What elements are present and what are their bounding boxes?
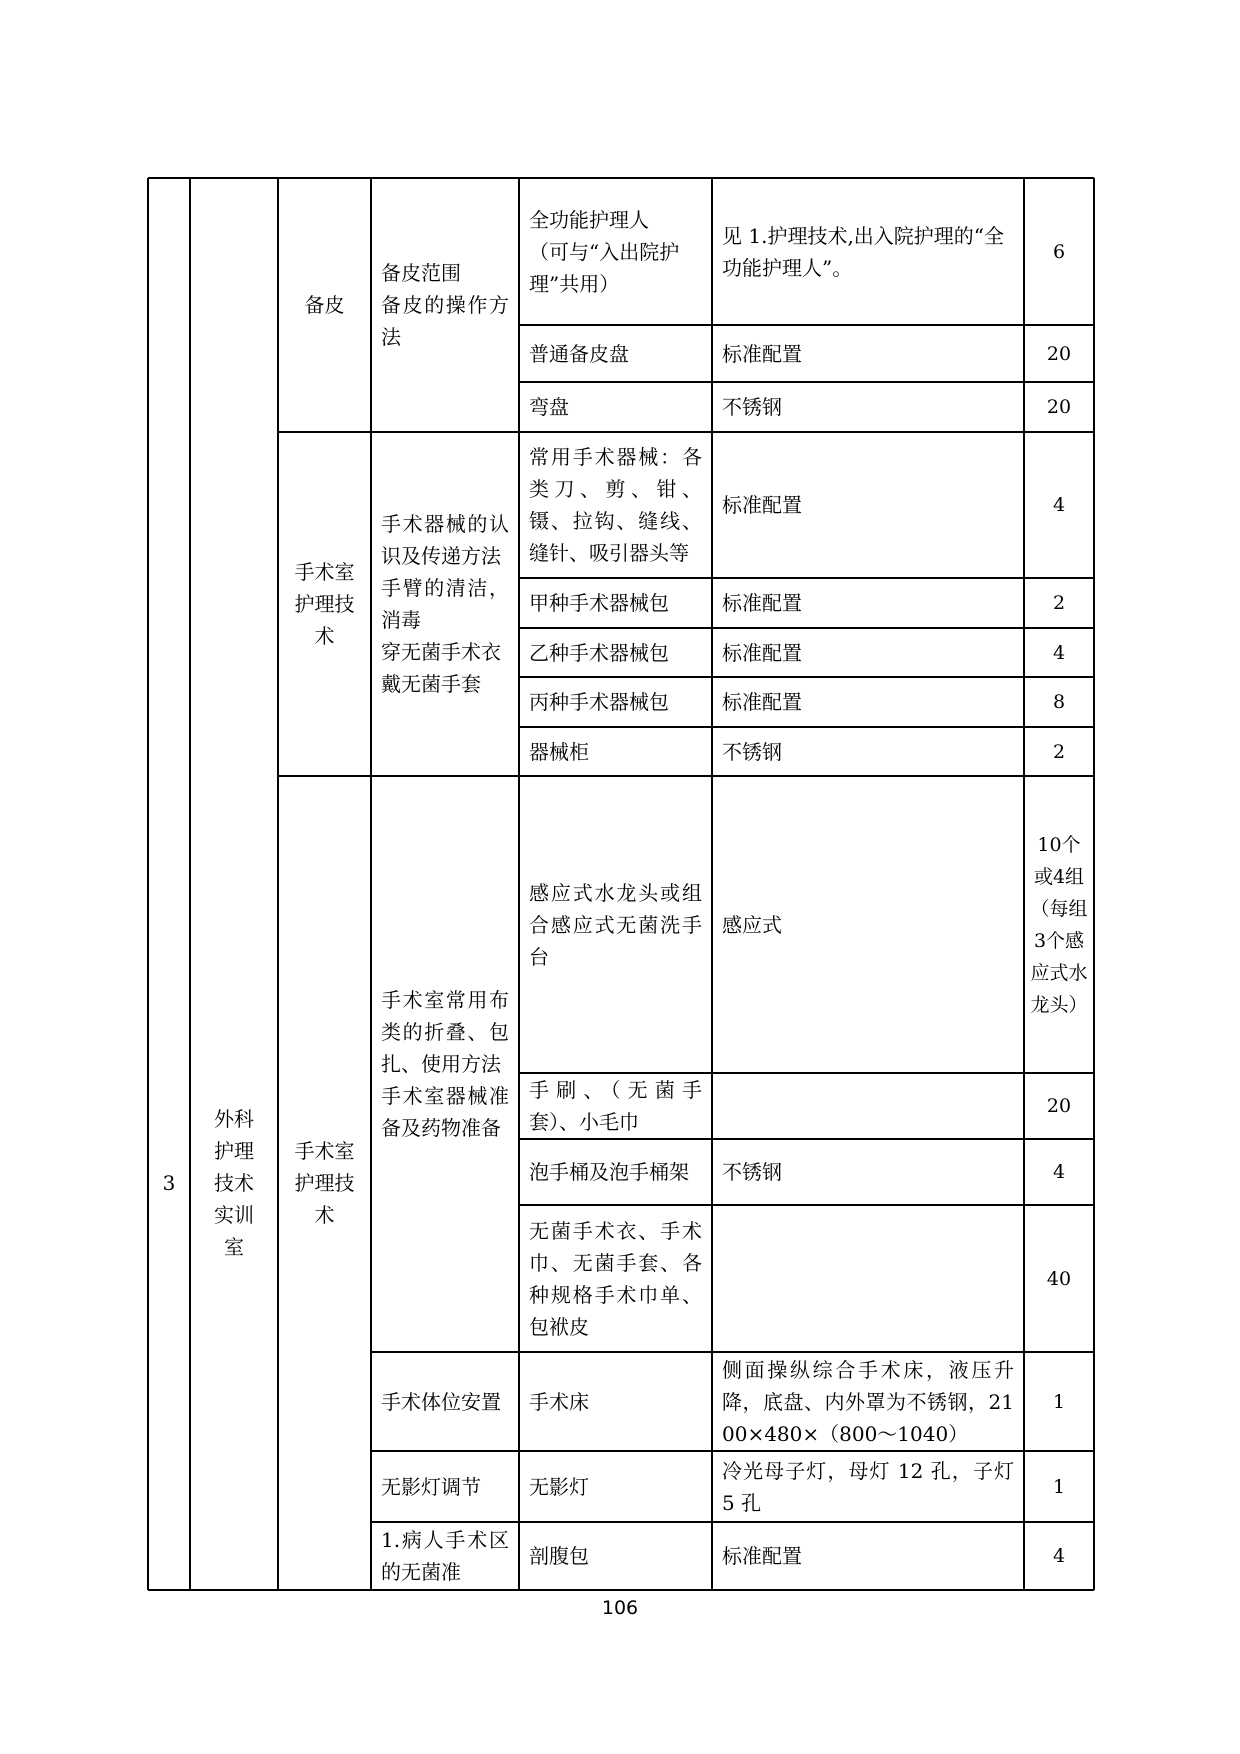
table-cell: 4 [1052, 1545, 1066, 1567]
table-cell: 6 [1052, 240, 1066, 263]
table-cell: 感应式 [722, 912, 782, 937]
table-cell: 标准配置 [722, 1544, 802, 1568]
table-cell: 手术床 [529, 1389, 589, 1414]
table-cell: 4 [1052, 494, 1066, 516]
table-cell: 20 [1046, 1095, 1072, 1117]
table-cell: 1 [1052, 1390, 1066, 1413]
table-cell [712, 1205, 1024, 1352]
table-cell: 标准配置 [722, 690, 802, 714]
table-cell: 不锈钢 [722, 395, 782, 419]
table-cell: 甲种手术器械包 [529, 591, 669, 615]
table-cell: 手术体位安置 [381, 1389, 501, 1414]
table-cell: 全功能护理人 （可与“入出院护理”共用） [529, 207, 680, 296]
table-cell: 见 1.护理技术,出入院护理的“全功能护理人”。 [722, 223, 1005, 280]
page-number: 106 [601, 1597, 639, 1619]
table-cell: 40 [1046, 1267, 1072, 1290]
table-cell: 手术器械的认识及传递方法 手臂的清洁，消毒 穿无菌手术衣 戴无菌手套 [381, 512, 509, 696]
table-cell: 1 [1052, 1475, 1066, 1498]
table-cell: 丙种手术器械包 [529, 690, 669, 714]
table-cell: 弯盘 [529, 395, 569, 419]
table-cell: 普通备皮盘 [529, 341, 629, 366]
table-cell: 20 [1046, 396, 1072, 418]
table-cell: 标准配置 [722, 493, 802, 517]
table-cell: 不锈钢 [722, 1160, 782, 1184]
table-cell: 常用手术器械：各类刀、剪、钳、镊、拉钩、缝线、缝针、吸引器头等 [529, 445, 702, 565]
table-cell: 备皮 [304, 293, 345, 317]
table-cell: 4 [1052, 1161, 1066, 1183]
table-cell: 乙种手术器械包 [529, 640, 669, 665]
table-cell: 备皮范围 备皮的操作方法 [381, 261, 509, 349]
table-cell: 手术室 护理技 术 [294, 560, 355, 648]
table-cell: 感应式水龙头或组合感应式无菌洗手台 [529, 880, 702, 969]
table-cell: 1.病人手术区的无菌准 [381, 1528, 509, 1584]
table-cell: 手术室常用布类的折叠、包扎、使用方法 手术室器械准备及药物准备 [381, 988, 509, 1140]
table-cell: 标准配置 [722, 341, 802, 366]
table-cell: 冷光母子灯，母灯 12 孔，子灯 5 孔 [722, 1458, 1014, 1515]
table-cell: 不锈钢 [722, 739, 782, 764]
table-cell: 10个或4组（每组3个感应式水龙头） [1030, 833, 1088, 1016]
table-cell: 20 [1046, 342, 1072, 365]
table-cell: 外科 护理 技术 实训 室 [214, 1107, 254, 1259]
table-cell: 无菌手术衣、手术巾、无菌手套、各种规格手术巾单、包袱皮 [529, 1218, 702, 1339]
table-cell: 侧面操纵综合手术床，液压升降，底盘、内外罩为不锈钢，2100×480×（800～1040） [722, 1357, 1014, 1446]
table-cell: 无影灯调节 [381, 1474, 481, 1499]
table-cell: 8 [1052, 691, 1066, 713]
table-cell: 2 [1052, 592, 1066, 614]
table-cell: 器械柜 [529, 739, 589, 764]
table-cell: 标准配置 [722, 591, 802, 615]
table-cell: 手刷、（无菌手套）、小毛巾 [529, 1078, 702, 1134]
table-cell: 无影灯 [529, 1474, 589, 1499]
table-cell: 3 [162, 1171, 176, 1195]
table-cell: 2 [1052, 740, 1066, 763]
table-cell: 4 [1052, 641, 1066, 664]
table-cell: 剖腹包 [529, 1544, 589, 1568]
table-cell: 泡手桶及泡手桶架 [529, 1160, 689, 1184]
table-cell: 手术室 护理技 术 [294, 1139, 355, 1227]
table-cell [712, 1073, 1024, 1139]
table-cell: 标准配置 [722, 640, 802, 665]
